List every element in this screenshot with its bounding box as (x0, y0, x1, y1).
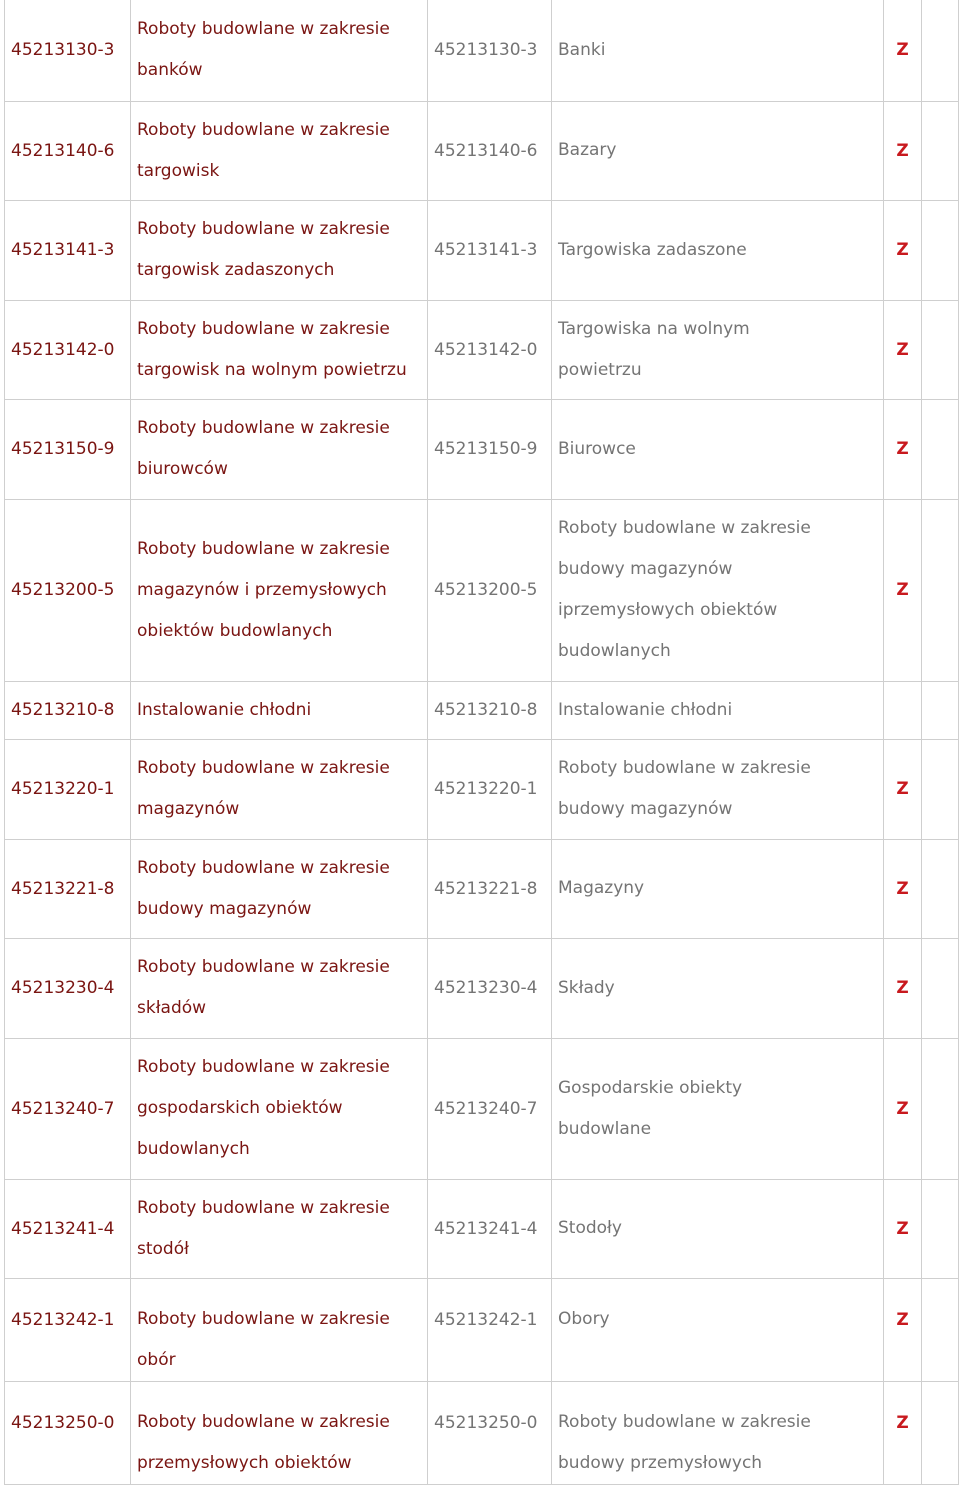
cpv-code-secondary: 45213241-4 (434, 1218, 538, 1239)
mark-z: Z (896, 1098, 909, 1119)
object-name (552, 868, 883, 909)
mark-z: Z (896, 580, 909, 600)
mark-z: Z (896, 1412, 909, 1433)
description-line: gospodarskich obiektów (137, 1098, 343, 1118)
empty-cell (922, 1179, 959, 1278)
cpv-code-secondary: 45213240-7 (434, 1098, 538, 1119)
code-cell (5, 101, 131, 200)
description-line: Roboty budowlane w zakresie (137, 1411, 390, 1432)
object-name (552, 968, 883, 1009)
empty-cell (922, 0, 959, 101)
description-cell (131, 1381, 428, 1484)
code-cell (5, 300, 131, 399)
description-line: budowlanych (137, 1139, 250, 1159)
cpv-code: 45213130-3 (11, 40, 115, 61)
cpv-code: 45213141-3 (11, 240, 115, 260)
code-cell (5, 499, 131, 681)
cpv-code: 45213250-0 (11, 1412, 115, 1433)
table-row (5, 839, 959, 938)
description-cell (131, 739, 428, 839)
empty-cell (922, 1278, 959, 1381)
cpv-code-secondary: 45213200-5 (434, 580, 538, 600)
object-name-line: Roboty budowlane w zakresie (558, 518, 811, 538)
object-name (552, 1382, 883, 1484)
empty-cell (922, 1381, 959, 1484)
object-name (552, 1208, 883, 1249)
description-line: Roboty budowlane w zakresie (137, 19, 390, 40)
mark-cell (884, 499, 922, 681)
cpv-code: 45213240-7 (11, 1098, 115, 1119)
description (131, 408, 427, 490)
description-cell (131, 200, 428, 300)
object-name-line: budowy przemysłowych (558, 1452, 763, 1473)
description-line: Roboty budowlane w zakresie (137, 119, 390, 140)
empty-cell (922, 399, 959, 499)
table-row (5, 739, 959, 839)
description-line: Roboty budowlane w zakresie (137, 1197, 390, 1218)
table-row (5, 399, 959, 499)
cpv-code: 45213200-5 (11, 580, 115, 600)
cpv-code-secondary: 45213242-1 (434, 1309, 538, 1330)
description-line: magazynów (137, 799, 240, 819)
name-cell (552, 1381, 884, 1484)
cpv-code-secondary: 45213150-9 (434, 439, 538, 459)
description-line: banków (137, 60, 203, 81)
description-line: Roboty budowlane w zakresie (137, 538, 390, 559)
name-cell (552, 300, 884, 399)
code-cell (5, 1381, 131, 1484)
mark-z: Z (896, 878, 909, 899)
description-cell (131, 839, 428, 938)
description-line: Roboty budowlane w zakresie (137, 318, 390, 339)
name-cell (552, 499, 884, 681)
description (131, 748, 427, 830)
object-name-line: budowlanych (558, 641, 671, 661)
mark-cell (884, 0, 922, 101)
code2-cell (428, 300, 552, 399)
mark-z: Z (896, 40, 909, 61)
cpv-code-secondary: 45213142-0 (434, 339, 538, 360)
description-line: magazynów i przemysłowych (137, 579, 387, 600)
code2-cell (428, 101, 552, 200)
code2-cell (428, 839, 552, 938)
code-cell (5, 1278, 131, 1381)
mark-cell (884, 1381, 922, 1484)
mark-z: Z (896, 1218, 909, 1239)
object-name (552, 748, 883, 830)
cpv-code: 45213140-6 (11, 140, 115, 161)
cpv-code-secondary: 45213221-8 (434, 878, 538, 899)
object-name-line: Magazyny (558, 878, 645, 898)
mark-cell (884, 839, 922, 938)
name-cell (552, 739, 884, 839)
name-cell (552, 399, 884, 499)
object-name-line: iprzemysłowych obiektów (558, 600, 778, 620)
object-name-line: budowy magazynów (558, 799, 733, 819)
code-cell (5, 200, 131, 300)
description-line: Roboty budowlane w zakresie (137, 857, 390, 878)
description-line: Roboty budowlane w zakresie (137, 957, 390, 977)
description-cell (131, 499, 428, 681)
cpv-code: 45213230-4 (11, 978, 115, 998)
mark-cell (884, 101, 922, 200)
object-name (552, 30, 883, 71)
code-cell (5, 0, 131, 101)
description (131, 1382, 427, 1484)
description-line: budowy magazynów (137, 898, 312, 919)
cpv-code: 45213150-9 (11, 439, 115, 459)
cpv-code-secondary: 45213230-4 (434, 978, 538, 998)
name-cell (552, 1038, 884, 1179)
name-cell (552, 938, 884, 1038)
table-row (5, 300, 959, 399)
description (131, 1047, 427, 1170)
object-name-line: powietrzu (558, 359, 642, 380)
name-cell (552, 101, 884, 200)
description-line: Instalowanie chłodni (137, 699, 312, 720)
description (131, 1279, 427, 1381)
description-line: Roboty budowlane w zakresie (137, 1308, 390, 1329)
object-name-line: Roboty budowlane w zakresie (558, 758, 811, 778)
description-line: składów (137, 998, 207, 1018)
description-line: targowisk (137, 160, 220, 181)
empty-cell (922, 839, 959, 938)
cpv-code-secondary: 45213210-8 (434, 700, 538, 720)
object-name (552, 1279, 883, 1340)
description-cell (131, 300, 428, 399)
object-name-line: budowy magazynów (558, 559, 733, 579)
object-name-line: Gospodarskie obiekty (558, 1077, 743, 1098)
cpv-code: 45213142-0 (11, 339, 115, 360)
mark-z: Z (896, 978, 909, 998)
mark-z: Z (896, 1309, 909, 1330)
code2-cell (428, 938, 552, 1038)
description-cell (131, 101, 428, 200)
description-line: biurowców (137, 459, 228, 479)
table-row (5, 681, 959, 739)
description-line: obór (137, 1349, 176, 1370)
empty-cell (922, 300, 959, 399)
table-row (5, 101, 959, 200)
mark-cell (884, 739, 922, 839)
cpv-code-table (4, 0, 959, 1485)
object-name (552, 230, 883, 271)
table-row (5, 938, 959, 1038)
empty-cell (922, 499, 959, 681)
description-line: targowisk zadaszonych (137, 260, 335, 280)
mark-cell (884, 200, 922, 300)
cpv-code-secondary: 45213250-0 (434, 1412, 538, 1433)
description (131, 947, 427, 1029)
name-cell (552, 839, 884, 938)
cpv-code: 45213241-4 (11, 1218, 115, 1239)
code2-cell (428, 200, 552, 300)
cpv-code: 45213221-8 (11, 878, 115, 899)
description-line: stodół (137, 1238, 189, 1259)
object-name (552, 309, 883, 391)
empty-cell (922, 681, 959, 739)
description-cell (131, 681, 428, 739)
mark-z: Z (896, 140, 909, 161)
object-name (552, 1068, 883, 1150)
object-name-line: Składy (558, 977, 615, 998)
table-row (5, 499, 959, 681)
code-cell (5, 938, 131, 1038)
name-cell (552, 681, 884, 739)
description (131, 209, 427, 291)
description-line: Roboty budowlane w zakresie (137, 758, 390, 778)
object-name-line: Targowiska na wolnym (558, 318, 750, 339)
code2-cell (428, 1038, 552, 1179)
table-row (5, 1381, 959, 1484)
description (131, 848, 427, 930)
code2-cell (428, 499, 552, 681)
table-row (5, 1038, 959, 1179)
object-name-line: budowlane (558, 1118, 652, 1139)
description-cell (131, 1038, 428, 1179)
empty-cell (922, 739, 959, 839)
description (131, 690, 427, 731)
code-cell (5, 399, 131, 499)
cpv-code-secondary: 45213130-3 (434, 40, 538, 61)
code-cell (5, 681, 131, 739)
code2-cell (428, 399, 552, 499)
table-row (5, 0, 959, 101)
object-name-line: Stodoły (558, 1218, 622, 1238)
object-name (552, 130, 883, 171)
code2-cell (428, 1381, 552, 1484)
cpv-code: 45213210-8 (11, 700, 115, 720)
description (131, 309, 427, 391)
code2-cell (428, 1278, 552, 1381)
code-cell (5, 839, 131, 938)
description-cell (131, 1179, 428, 1278)
mark-cell (884, 1038, 922, 1179)
mark-z: Z (896, 240, 909, 260)
object-name (552, 429, 883, 470)
object-name-line: Biurowce (558, 438, 636, 459)
code2-cell (428, 1179, 552, 1278)
description (131, 529, 427, 652)
table-body (5, 0, 959, 1484)
object-name-line: Instalowanie chłodni (558, 699, 733, 720)
mark-cell (884, 681, 922, 739)
code-cell (5, 1038, 131, 1179)
description (131, 9, 427, 91)
object-name-line: Roboty budowlane w zakresie (558, 1411, 811, 1432)
description-line: Roboty budowlane w zakresie (137, 1057, 390, 1077)
mark-cell (884, 938, 922, 1038)
name-cell (552, 200, 884, 300)
description-cell (131, 1278, 428, 1381)
object-name-line: Targowiska zadaszone (558, 239, 747, 260)
description-line: targowisk na wolnym powietrzu (137, 359, 407, 380)
code-cell (5, 1179, 131, 1278)
object-name (552, 690, 883, 731)
description (131, 110, 427, 192)
description-line: przemysłowych obiektów (137, 1452, 352, 1473)
table-row (5, 200, 959, 300)
mark-cell (884, 399, 922, 499)
cpv-code: 45213242-1 (11, 1309, 115, 1330)
mark-z: Z (896, 779, 909, 799)
description-line: Roboty budowlane w zakresie (137, 219, 390, 239)
description-line: Roboty budowlane w zakresie (137, 418, 390, 438)
description-cell (131, 938, 428, 1038)
code2-cell (428, 0, 552, 101)
object-name (552, 508, 883, 672)
cpv-code: 45213220-1 (11, 779, 115, 799)
empty-cell (922, 101, 959, 200)
code-cell (5, 739, 131, 839)
code2-cell (428, 739, 552, 839)
description-line: obiektów budowlanych (137, 620, 333, 641)
table-row (5, 1278, 959, 1381)
empty-cell (922, 1038, 959, 1179)
cpv-code-secondary: 45213220-1 (434, 779, 538, 799)
description-cell (131, 0, 428, 101)
object-name-line: Banki (558, 39, 606, 60)
mark-z: Z (896, 339, 909, 360)
empty-cell (922, 938, 959, 1038)
mark-cell (884, 1179, 922, 1278)
description (131, 1188, 427, 1270)
name-cell (552, 1179, 884, 1278)
empty-cell (922, 200, 959, 300)
name-cell (552, 0, 884, 101)
name-cell (552, 1278, 884, 1381)
mark-cell (884, 300, 922, 399)
object-name-line: Bazary (558, 140, 617, 160)
cpv-code-secondary: 45213141-3 (434, 240, 538, 260)
mark-z: Z (896, 439, 909, 459)
cpv-code-secondary: 45213140-6 (434, 140, 538, 161)
mark-cell (884, 1278, 922, 1381)
object-name-line: Obory (558, 1308, 610, 1329)
code2-cell (428, 681, 552, 739)
description-cell (131, 399, 428, 499)
table-row (5, 1179, 959, 1278)
